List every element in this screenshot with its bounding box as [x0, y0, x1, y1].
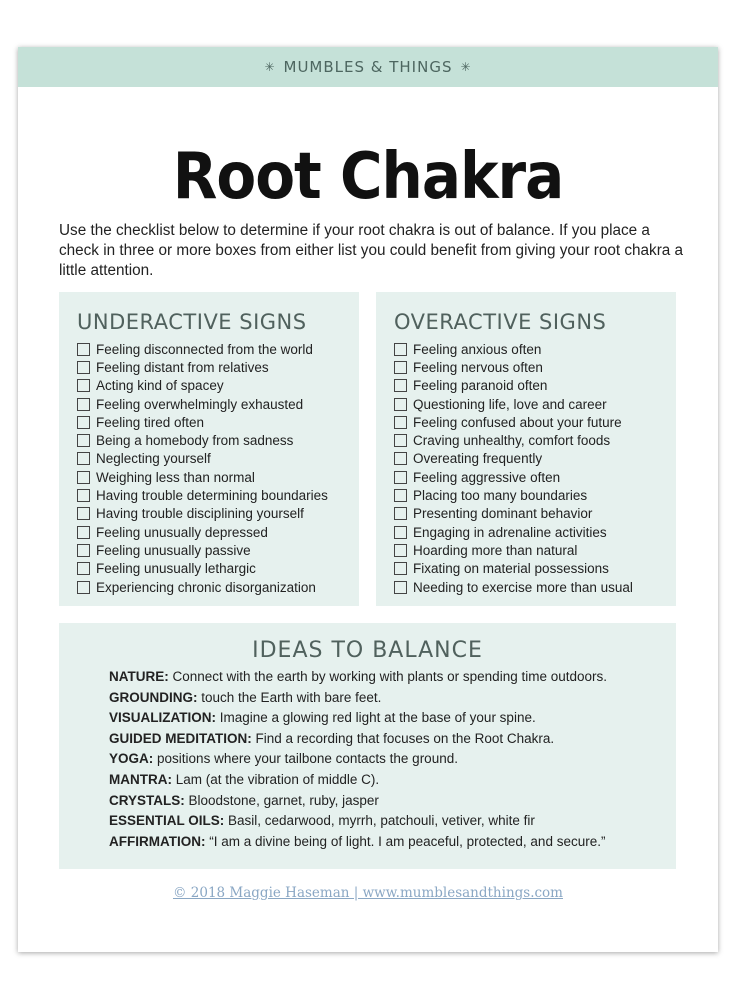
checkbox[interactable] [394, 434, 407, 447]
checklist-item[interactable] [394, 468, 633, 486]
checklist-item-label: Engaging in adrenaline activities [413, 524, 607, 540]
sparkle-right-icon: ✳ [460, 60, 472, 74]
checkbox[interactable] [77, 581, 90, 594]
checklist-item[interactable] [394, 358, 633, 376]
checkbox[interactable] [394, 416, 407, 429]
checklist-item[interactable] [394, 560, 633, 578]
idea-label: ESSENTIAL OILS: [109, 813, 225, 829]
intro-text: Use the checklist below to determine if your root chakra is out of balance. If you place a check in three or more boxes from either list you could benefit from giving your root chakra a little attention. [59, 222, 684, 279]
overactive-checklist [394, 340, 633, 596]
checklist-item[interactable] [77, 486, 328, 504]
checklist-item[interactable] [77, 523, 328, 541]
checklist-item[interactable] [394, 395, 633, 413]
checkbox[interactable] [77, 416, 90, 429]
checklist-item-label: Presenting dominant behavior [413, 506, 593, 522]
checklist-item-label: Feeling disconnected from the world [96, 341, 313, 357]
idea-text: Imagine a glowing red light at the base of your spine. [219, 710, 536, 726]
idea-label: GROUNDING: [109, 689, 198, 705]
checkbox[interactable] [394, 581, 407, 594]
checklist-item[interactable] [394, 450, 633, 468]
idea-row [109, 729, 607, 750]
idea-label: YOGA: [109, 751, 154, 767]
overactive-heading: OVERACTIVE SIGNS [394, 310, 607, 334]
checkbox[interactable] [77, 343, 90, 356]
checklist-item-label: Needing to exercise more than usual [413, 579, 633, 595]
checklist-item-label: Having trouble disciplining yourself [96, 506, 304, 522]
checkbox[interactable] [77, 434, 90, 447]
idea-text: “I am a divine being of light. I am peaceful, protected, and secure.” [209, 833, 606, 849]
idea-row [109, 688, 607, 709]
idea-text: touch the Earth with bare feet. [201, 689, 382, 705]
checklist-item[interactable] [77, 358, 328, 376]
checklist-item[interactable] [394, 523, 633, 541]
checklist-item[interactable] [77, 505, 328, 523]
checklist-item[interactable] [77, 340, 328, 358]
checklist-item[interactable] [77, 468, 328, 486]
checklist-item-label: Experiencing chronic disorganization [96, 579, 316, 595]
checklist-item-label: Overeating frequently [413, 451, 543, 467]
idea-row [109, 770, 607, 791]
checklist-item-label: Feeling overwhelmingly exhausted [96, 396, 304, 412]
checklist-item[interactable] [77, 450, 328, 468]
idea-label: GUIDED MEDITATION: [109, 730, 252, 746]
checklist-item[interactable] [77, 413, 328, 431]
checkbox[interactable] [394, 471, 407, 484]
idea-text: Connect with the earth by working with plants or spending time outdoors. [172, 669, 608, 684]
balance-heading: IDEAS TO BALANCE [252, 638, 483, 663]
idea-text: Find a recording that focuses on the Root Chakra. [255, 730, 555, 746]
idea-row [109, 791, 607, 812]
idea-text: Lam (at the vibration of middle C). [175, 771, 380, 787]
worksheet-page [18, 47, 718, 952]
checkbox[interactable] [77, 562, 90, 575]
checklist-item[interactable] [394, 505, 633, 523]
checklist-item-label: Fixating on material possessions [413, 561, 609, 577]
checklist-item-label: Feeling paranoid often [413, 378, 548, 394]
checklist-item-label: Neglecting yourself [96, 451, 211, 467]
checkbox[interactable] [77, 361, 90, 374]
underactive-heading: UNDERACTIVE SIGNS [77, 310, 307, 334]
checklist-item-label: Acting kind of spacey [96, 378, 224, 394]
checklist-item[interactable] [77, 395, 328, 413]
checklist-item[interactable] [77, 578, 328, 596]
idea-label: AFFIRMATION: [109, 833, 206, 849]
idea-row [109, 832, 607, 853]
idea-label: NATURE: [109, 669, 169, 684]
checkbox[interactable] [394, 343, 407, 356]
checkbox[interactable] [77, 379, 90, 392]
checkbox[interactable] [77, 544, 90, 557]
checklist-item-label: Feeling unusually depressed [96, 524, 268, 540]
checklist-item[interactable] [394, 340, 633, 358]
checklist-item[interactable] [77, 377, 328, 395]
checkbox[interactable] [77, 398, 90, 411]
idea-row [109, 708, 607, 729]
checklist-item-label: Being a homebody from sadness [96, 433, 294, 449]
idea-text: Basil, cedarwood, myrrh, patchouli, vetiver, white fir [228, 813, 535, 829]
checklist-item-label: Feeling distant from relatives [96, 359, 269, 375]
checkbox[interactable] [394, 562, 407, 575]
checklist-item[interactable] [394, 541, 633, 559]
checklist-item[interactable] [394, 413, 633, 431]
footer-credit[interactable] [18, 885, 718, 901]
checklist-item-label: Feeling unusually lethargic [96, 561, 256, 577]
underactive-panel [59, 292, 359, 606]
checklist-item-label: Feeling nervous often [413, 359, 543, 375]
checklist-item-label: Questioning life, love and career [413, 396, 607, 412]
checkbox[interactable] [394, 507, 407, 520]
checkbox[interactable] [394, 452, 407, 465]
checklist-item-label: Having trouble determining boundaries [96, 488, 328, 504]
checkbox[interactable] [394, 379, 407, 392]
checkbox[interactable] [77, 452, 90, 465]
checklist-item-label: Feeling anxious often [413, 341, 542, 357]
checkbox[interactable] [394, 489, 407, 502]
idea-row [109, 749, 607, 770]
idea-text: Bloodstone, garnet, ruby, jasper [188, 792, 379, 808]
checkbox[interactable] [77, 526, 90, 539]
checklist-item-label: Craving unhealthy, comfort foods [413, 433, 611, 449]
checklist-item[interactable] [394, 578, 633, 596]
idea-label: MANTRA: [109, 771, 172, 787]
checklist-item-label: Placing too many boundaries [413, 488, 588, 504]
underactive-checklist [77, 340, 328, 596]
checkbox[interactable] [394, 398, 407, 411]
checkbox[interactable] [394, 526, 407, 539]
page-title: Root Chakra [172, 138, 564, 214]
balance-idea-list [109, 667, 607, 852]
idea-text: positions where your tailbone contacts the ground. [157, 751, 458, 767]
checkbox[interactable] [394, 544, 407, 557]
idea-label: CRYSTALS: [109, 792, 185, 808]
balance-panel [59, 623, 676, 869]
checklist-item[interactable] [394, 486, 633, 504]
checklist-item-label: Feeling confused about your future [413, 414, 622, 430]
brand-name: MUMBLES & THINGS [283, 58, 453, 76]
checklist-item[interactable] [77, 431, 328, 449]
checkbox[interactable] [77, 507, 90, 520]
footer-link[interactable]: © 2018 Maggie Haseman | www.mumblesandthings.com [172, 885, 563, 901]
checklist-item[interactable] [77, 541, 328, 559]
checkbox[interactable] [77, 489, 90, 502]
checklist-item-label: Feeling aggressive often [413, 469, 561, 485]
checklist-item-label: Feeling unusually passive [96, 542, 251, 558]
checklist-item-label: Hoarding more than natural [413, 542, 578, 558]
checklist-item-label: Feeling tired often [96, 414, 205, 430]
checklist-item[interactable] [77, 560, 328, 578]
checkbox[interactable] [394, 361, 407, 374]
idea-row [109, 667, 607, 688]
idea-label: VISUALIZATION: [109, 710, 216, 726]
brand-header [18, 47, 718, 87]
idea-row [109, 811, 607, 832]
checklist-item[interactable] [394, 431, 633, 449]
sparkle-left-icon: ✳ [264, 60, 276, 74]
overactive-panel [376, 292, 676, 606]
checklist-item[interactable] [394, 377, 633, 395]
checklist-item-label: Weighing less than normal [96, 469, 255, 485]
checkbox[interactable] [77, 471, 90, 484]
